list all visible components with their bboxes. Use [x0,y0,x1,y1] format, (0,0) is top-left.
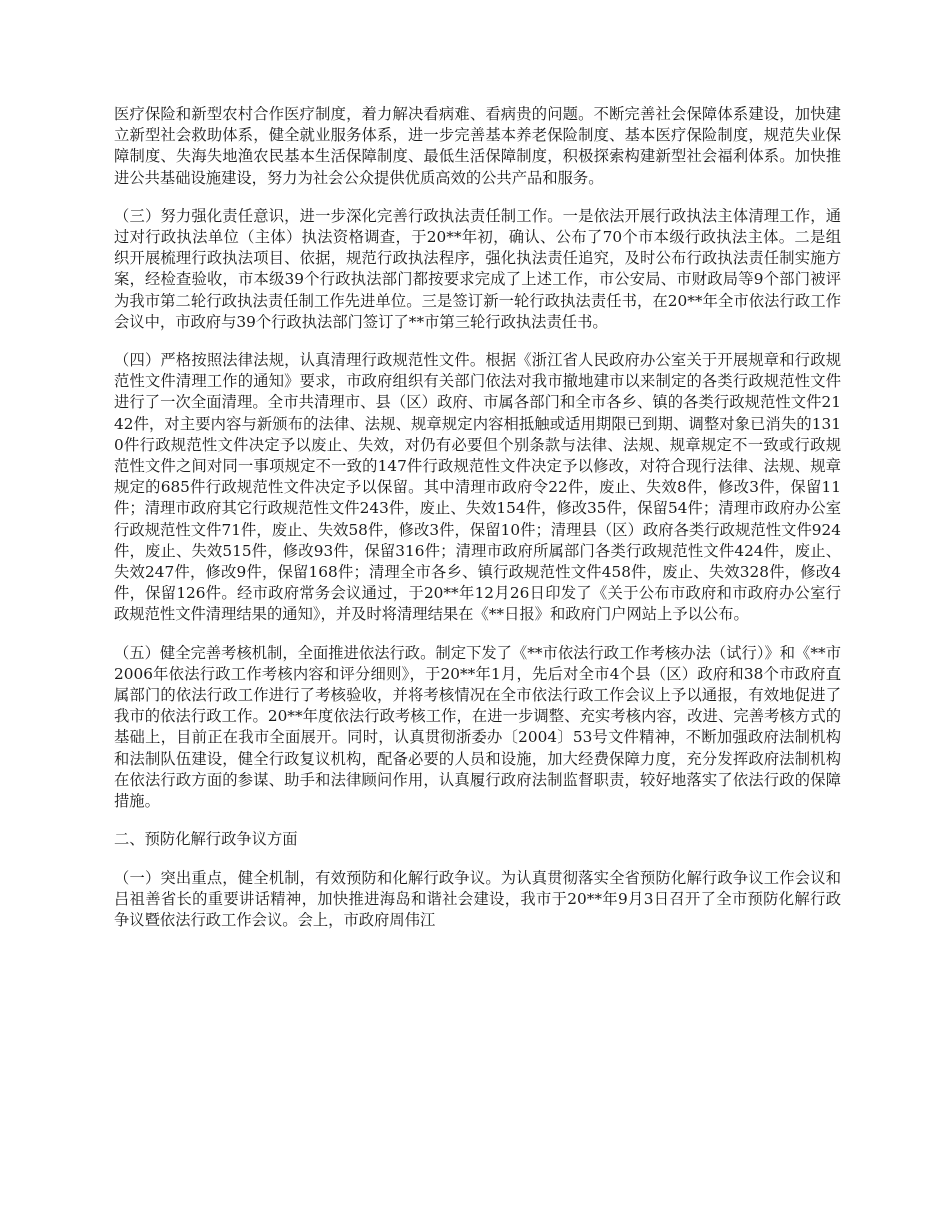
paragraph-social-security: 医疗保险和新型农村合作医疗制度，着力解决看病难、看病贵的问题。不断完善社会保障体系建设，加快建立新型社会救助体系，健全就业服务体系，进一步完善基本养老保险制度、基本医疗保险制度，规范失业保障制度、失海失地渔农民基本生活保障制度、最低生活保障制度，积极探索构建新型社会福利体系。加快推进公共基础设施建设，努力为社会公众提供优质高效的公共产品和服务。 [114,105,841,187]
paragraph-dispute-prevention: （一）突出重点，健全机制，有效预防和化解行政争议。为认真贯彻落实全省预防化解行政争议工作会议和吕祖善省长的重要讲话精神，加快推进海岛和谐社会建设，我市于20**年9月3日召开了全市预防化解行政争议暨依法行政工作会议。会上，市政府周伟江 [114,868,841,929]
document-body [114,104,841,931]
paragraph-assessment-mechanism: （五）健全完善考核机制，全面推进依法行政。制定下发了《**市依法行政工作考核办法（试行）》和《**市2006年依法行政工作考核内容和评分细则》，于20**年1月，先后对全市4个县（区）政府和38个市政府直属部门的依法行政工作进行了考核验收，并将考核情况在全市依法行政工作会议上予以通报，有效地促进了我市的依法行政工作。20**年度依法行政考核工作，在进一步调整、充实考核内容，改进、完善考核方式的基础上，目前正在我市全面展开。同时，认真贯彻浙委办〔2004〕53号文件精神，不断加强政府法制机构和法制队伍建设，健全行政复议机构，配备必要的人员和设施，加大经费保障力度，充分发挥政府法制机构在依法行政方面的参谋、助手和法律顾问作用，认真履行政府法制监督职责，较好地落实了依法行政的保障措施。 [114,643,841,811]
paragraph-enforcement-responsibility: （三）努力强化责任意识，进一步深化完善行政执法责任制工作。一是依法开展行政执法主体清理工作，通过对行政执法单位（主体）执法资格调查，于20**年初，确认、公布了70个市本级行政执法主体。二是组织开展梳理行政执法项目、依据，规范行政执法程序，强化执法责任追究，及时公布行政执法责任制实施方案，经检查验收，市本级39个行政执法部门都按要求完成了上述工作，市公安局、市财政局等9个部门被评为我市第二轮行政执法责任制工作先进单位。三是签订新一轮行政执法责任书，在20**年全市依法行政工作会议中，市政府与39个行政执法部门签订了**市第三轮行政执法责任书。 [114,206,841,331]
section-heading-dispute-prevention: 二、预防化解行政争议方面 [114,830,298,849]
paragraph-normative-documents-cleanup: （四）严格按照法律法规，认真清理行政规范性文件。根据《浙江省人民政府办公室关于开展规章和行政规范性文件清理工作的通知》要求，市政府组织有关部门依法对我市撤地建市以来制定的各类行政规范性文件进行了一次全面清理。全市共清理市、县（区）政府、市属各部门和全市各乡、镇的各类行政规范性文件2142件，对主要内容与新颁布的法律、法规、规章规定内容相抵触或适用期限已到期、调整对象已消失的1310件行政规范性文件决定予以废止、失效，对仍有必要但个别条款与法律、法规、规章规定不一致或行政规范性文件之间对同一事项规定不一致的147件行政规范性文件决定予以修改，对符合现行法律、法规、规章规定的685件行政规范性文件决定予以保留。其中清理市政府令22件，废止、失效8件，修改3件，保留11件；清理市政府其它行政规范性文件243件，废止、失效154件，修改35件，保留54件；清理市政府办公室行政规范性文件71件，废止、失效58件，修改3件，保留10件；清理县（区）政府各类行政规范性文件924件，废止、失效515件，修改93件，保留316件；清理市政府所属部门各类行政规范性文件424件，废止、失效247件，修改9件，保留168件；清理全市各乡、镇行政规范性文件458件，废止、失效328件，修改4件，保留126件。经市政府常务会议通过，于20**年12月26日印发了《关于公布市政府和市政府办公室行政规范性文件清理结果的通知》，并及时将清理结果在《**日报》和政府门户网站上予以公布。 [114,351,841,624]
